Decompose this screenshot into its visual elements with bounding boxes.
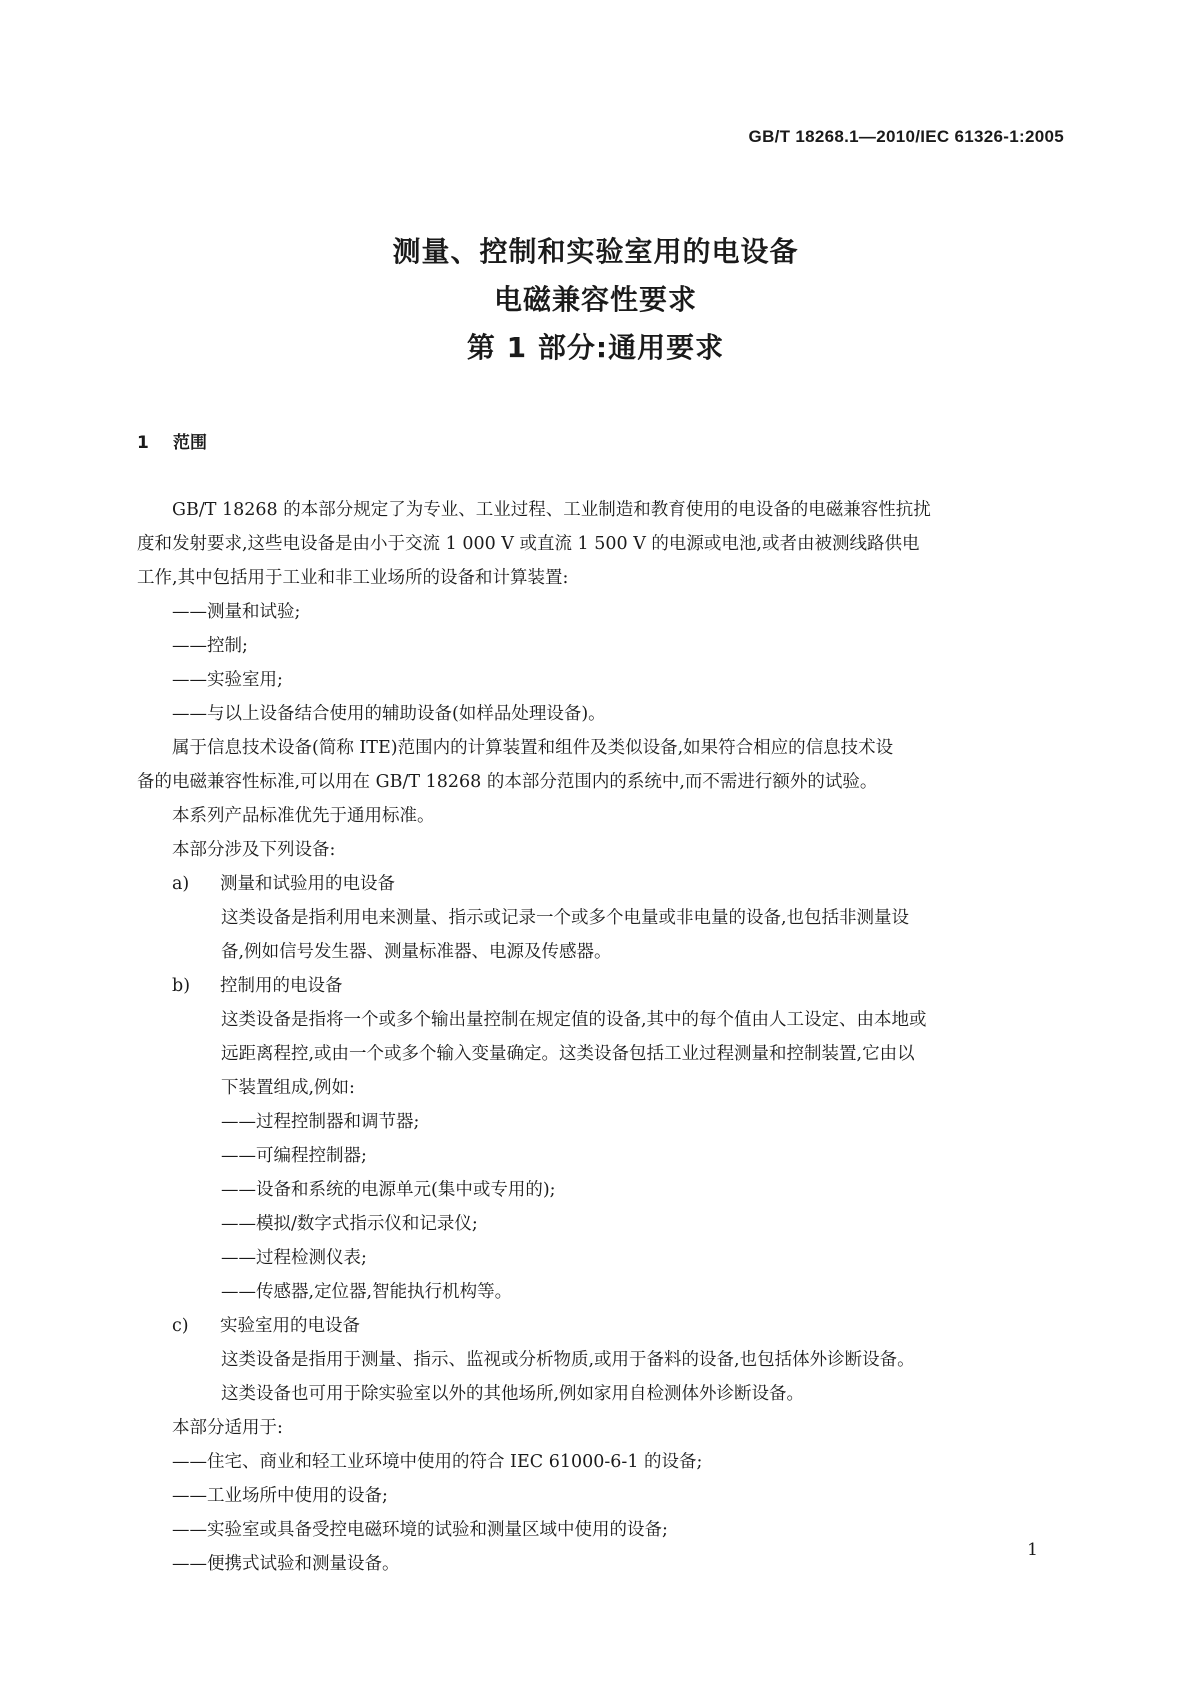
list-item: ——过程控制器和调节器; <box>221 1112 420 1132</box>
item-c <box>137 1309 1055 1411</box>
item-b-heading <box>137 969 1055 1003</box>
text-line: 这类设备也可用于除实验室以外的其他场所,例如家用自检测体外诊断设备。 <box>221 1384 805 1404</box>
list-item: ——实验室或具备受控电磁环境的试验和测量区域中使用的设备; <box>172 1520 668 1540</box>
section-number: 1 <box>137 433 149 453</box>
title-line-1: 测量、控制和实验室用的电设备 <box>392 235 799 268</box>
scope-list <box>137 595 1055 731</box>
text-line: 备的电磁兼容性标准,可以用在 GB/T 18268 的本部分范围内的系统中,而不需进行额外的试验。 <box>137 772 878 792</box>
text-line: 工作,其中包括用于工业和非工业场所的设备和计算装置: <box>137 568 569 588</box>
item-a-heading <box>137 867 1055 901</box>
list-item: ——模拟/数字式指示仪和记录仪; <box>221 1214 478 1234</box>
item-b <box>137 969 1055 1309</box>
list-item: ——过程检测仪表; <box>221 1248 367 1268</box>
list-item: ——住宅、商业和轻工业环境中使用的符合 IEC 61000-6-1 的设备; <box>172 1452 703 1472</box>
item-label: b) <box>172 976 191 996</box>
text-line: 下装置组成,例如: <box>221 1078 355 1098</box>
section-heading <box>137 427 1055 459</box>
item-title: 测量和试验用的电设备 <box>220 874 395 894</box>
list-item: ——传感器,定位器,智能执行机构等。 <box>221 1282 513 1302</box>
document-title <box>0 228 1191 372</box>
list-item: ——测量和试验; <box>172 602 301 622</box>
list-item: ——设备和系统的电源单元(集中或专用的); <box>221 1180 556 1200</box>
list-item: ——可编程控制器; <box>221 1146 367 1166</box>
title-line-3: 第 1 部分:通用要求 <box>466 331 725 364</box>
standard-code: GB/T 18268.1—2010/IEC 61326-1:2005 <box>748 127 1064 146</box>
section-title: 范围 <box>173 433 207 453</box>
text-line: 属于信息技术设备(简称 ITE)范围内的计算装置和组件及类似设备,如果符合相应的信息技术设 <box>172 738 894 758</box>
item-label: c) <box>172 1316 189 1336</box>
page-number: 1 <box>1027 1540 1038 1560</box>
text-line: GB/T 18268 的本部分规定了为专业、工业过程、工业制造和教育使用的电设备的电磁兼容性抗扰 <box>172 500 931 520</box>
item-label: a) <box>172 874 190 894</box>
text-line: 度和发射要求,这些电设备是由小于交流 1 000 V 或直流 1 500 V 的电源或电池,或者由被测线路供电 <box>137 534 920 554</box>
intro-paragraph <box>137 493 1055 595</box>
text-line: 这类设备是指用于测量、指示、监视或分析物质,或用于备料的设备,也包括体外诊断设备。 <box>221 1350 915 1370</box>
priority-paragraph: 本系列产品标准优先于通用标准。 <box>172 806 435 826</box>
title-line-2: 电磁兼容性要求 <box>493 283 697 316</box>
ite-paragraph <box>137 731 1055 799</box>
text-line: 这类设备是指将一个或多个输出量控制在规定值的设备,其中的每个值由人工设定、由本地或 <box>221 1010 927 1030</box>
list-item: ——工业场所中使用的设备; <box>172 1486 388 1506</box>
document-body <box>137 427 1055 1581</box>
covers-paragraph: 本部分涉及下列设备: <box>172 840 336 860</box>
list-item: ——控制; <box>172 636 248 656</box>
list-item: ——实验室用; <box>172 670 283 690</box>
list-item: ——便携式试验和测量设备。 <box>172 1554 400 1574</box>
applies-paragraph: 本部分适用于: <box>172 1418 283 1438</box>
text-line: 这类设备是指利用电来测量、指示或记录一个或多个电量或非电量的设备,也包括非测量设 <box>221 908 910 928</box>
item-title: 实验室用的电设备 <box>220 1316 360 1336</box>
applies-list <box>137 1445 1055 1581</box>
item-title: 控制用的电设备 <box>220 976 343 996</box>
list-item: ——与以上设备结合使用的辅助设备(如样品处理设备)。 <box>172 704 606 724</box>
text-line: 远距离程控,或由一个或多个输入变量确定。这类设备包括工业过程测量和控制装置,它由以 <box>221 1044 915 1064</box>
item-a <box>137 867 1055 969</box>
text-line: 备,例如信号发生器、测量标准器、电源及传感器。 <box>221 942 612 962</box>
item-c-heading <box>137 1309 1055 1343</box>
